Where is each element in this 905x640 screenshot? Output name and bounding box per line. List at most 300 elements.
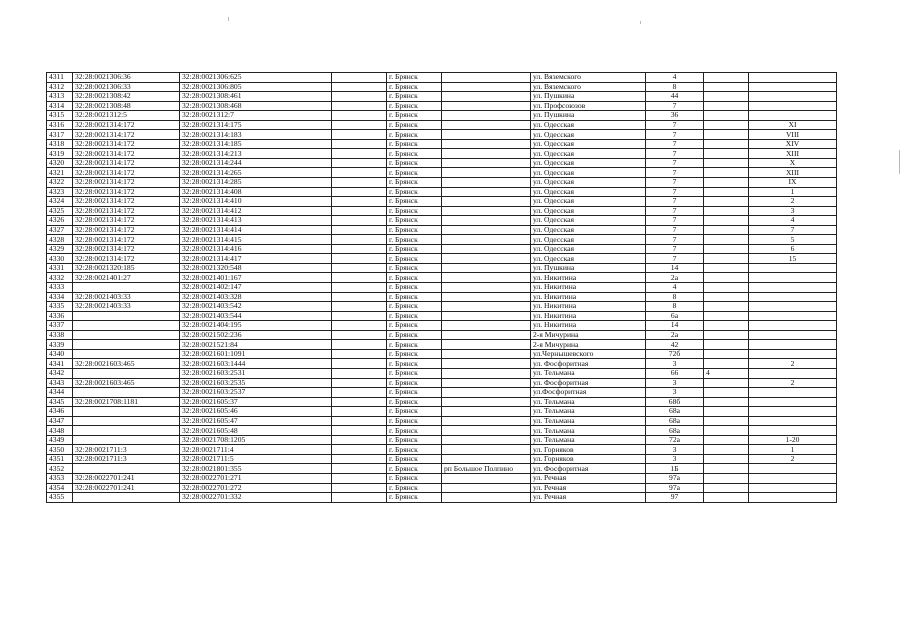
flat-number-cell — [749, 483, 837, 493]
table-row — [47, 368, 837, 378]
city-cell: г. Брянск — [387, 416, 442, 426]
table-row — [47, 73, 837, 83]
extra-cell — [704, 73, 749, 83]
blank-cell — [332, 464, 387, 474]
parcel-cadastral-number: 32:28:0021314:172 — [73, 149, 180, 159]
street-cell: ул. Фосфоритная — [531, 464, 646, 474]
row-number: 4323 — [47, 187, 73, 197]
table-row — [47, 340, 837, 350]
street-cell: ул. Тельмана — [531, 407, 646, 417]
street-cell: ул. Горняков — [531, 445, 646, 455]
parcel-cadastral-number: 32:28:0022701:241 — [73, 473, 180, 483]
city-cell: г. Брянск — [387, 349, 442, 359]
row-number: 4343 — [47, 378, 73, 388]
settlement-cell — [442, 340, 531, 350]
blank-cell — [332, 445, 387, 455]
city-cell: г. Брянск — [387, 168, 442, 178]
row-number: 4346 — [47, 407, 73, 417]
parcel-cadastral-number: 32:28:0021320:185 — [73, 263, 180, 273]
row-number: 4327 — [47, 225, 73, 235]
blank-cell — [332, 426, 387, 436]
extra-cell — [704, 397, 749, 407]
parcel-cadastral-number — [73, 330, 180, 340]
flat-number-cell — [749, 493, 837, 503]
extra-cell — [704, 92, 749, 102]
row-number: 4350 — [47, 445, 73, 455]
object-cadastral-number: 32:28:0021403:542 — [180, 302, 332, 312]
flat-number-cell: VIII — [749, 130, 837, 140]
flat-number-cell: 1 — [749, 187, 837, 197]
row-number: 4336 — [47, 311, 73, 321]
city-cell: г. Брянск — [387, 197, 442, 207]
house-number-cell: 7 — [646, 178, 704, 188]
house-number-cell: 8 — [646, 292, 704, 302]
flat-number-cell — [749, 407, 837, 417]
blank-cell — [332, 435, 387, 445]
parcel-cadastral-number: 32:28:0021403:33 — [73, 302, 180, 312]
city-cell: г. Брянск — [387, 483, 442, 493]
blank-cell — [332, 473, 387, 483]
street-cell: ул. Никитина — [531, 273, 646, 283]
object-cadastral-number: 32:28:0021314:213 — [180, 149, 332, 159]
city-cell: г. Брянск — [387, 388, 442, 398]
table-row — [47, 426, 837, 436]
flat-number-cell — [749, 464, 837, 474]
blank-cell — [332, 340, 387, 350]
object-cadastral-number: 32:28:0022701:271 — [180, 473, 332, 483]
flat-number-cell — [749, 416, 837, 426]
table-row — [47, 111, 837, 121]
settlement-cell — [442, 254, 531, 264]
blank-cell — [332, 416, 387, 426]
table-row — [47, 473, 837, 483]
extra-cell — [704, 139, 749, 149]
row-number: 4331 — [47, 263, 73, 273]
street-cell: ул. Одесская — [531, 158, 646, 168]
parcel-cadastral-number — [73, 311, 180, 321]
house-number-cell: 72а — [646, 435, 704, 445]
street-cell: ул. Одесская — [531, 254, 646, 264]
table-row — [47, 483, 837, 493]
row-number: 4316 — [47, 120, 73, 130]
object-cadastral-number: 32:28:0021314:416 — [180, 244, 332, 254]
row-number: 4334 — [47, 292, 73, 302]
parcel-cadastral-number: 32:28:0021314:172 — [73, 216, 180, 226]
city-cell: г. Брянск — [387, 378, 442, 388]
parcel-cadastral-number: 32:28:0021308:48 — [73, 101, 180, 111]
city-cell: г. Брянск — [387, 263, 442, 273]
settlement-cell — [442, 407, 531, 417]
table-row — [47, 254, 837, 264]
blank-cell — [332, 139, 387, 149]
blank-cell — [332, 235, 387, 245]
parcel-cadastral-number: 32:28:0021711:3 — [73, 454, 180, 464]
object-cadastral-number: 32:28:0021308:461 — [180, 92, 332, 102]
flat-number-cell: XIII — [749, 149, 837, 159]
flat-number-cell — [749, 273, 837, 283]
row-number: 4317 — [47, 130, 73, 140]
object-cadastral-number: 32:28:0021306:805 — [180, 82, 332, 92]
row-number: 4351 — [47, 454, 73, 464]
parcel-cadastral-number: 32:28:0021314:172 — [73, 139, 180, 149]
city-cell: г. Брянск — [387, 82, 442, 92]
flat-number-cell: X — [749, 158, 837, 168]
house-number-cell: 66 — [646, 368, 704, 378]
table-row — [47, 244, 837, 254]
table-row — [47, 197, 837, 207]
row-number: 4318 — [47, 139, 73, 149]
street-cell: ул. Пушкина — [531, 111, 646, 121]
city-cell: г. Брянск — [387, 368, 442, 378]
blank-cell — [332, 73, 387, 83]
settlement-cell — [442, 359, 531, 369]
settlement-cell — [442, 311, 531, 321]
object-cadastral-number: 32:28:0021601:1091 — [180, 349, 332, 359]
street-cell: ул. Одесская — [531, 225, 646, 235]
house-number-cell: 7 — [646, 216, 704, 226]
blank-cell — [332, 273, 387, 283]
city-cell: г. Брянск — [387, 73, 442, 83]
flat-number-cell — [749, 283, 837, 293]
settlement-cell — [442, 168, 531, 178]
object-cadastral-number: 32:28:0021312:7 — [180, 111, 332, 121]
row-number: 4325 — [47, 206, 73, 216]
city-cell: г. Брянск — [387, 283, 442, 293]
flat-number-cell: IX — [749, 178, 837, 188]
blank-cell — [332, 206, 387, 216]
extra-cell — [704, 473, 749, 483]
table-row — [47, 302, 837, 312]
extra-cell — [704, 493, 749, 503]
table-row — [47, 292, 837, 302]
street-cell: ул. Профсоюзов — [531, 101, 646, 111]
flat-number-cell: 4 — [749, 216, 837, 226]
street-cell: ул. Одесская — [531, 187, 646, 197]
street-cell: ул. Никитина — [531, 283, 646, 293]
table-row — [47, 92, 837, 102]
settlement-cell — [442, 397, 531, 407]
extra-cell — [704, 254, 749, 264]
street-cell: ул. Речная — [531, 473, 646, 483]
street-cell: ул. Одесская — [531, 244, 646, 254]
street-cell: ул. Одесская — [531, 235, 646, 245]
settlement-cell — [442, 73, 531, 83]
street-cell: ул. Никитина — [531, 321, 646, 331]
parcel-cadastral-number — [73, 407, 180, 417]
house-number-cell: 7 — [646, 254, 704, 264]
street-cell: ул. Пушкина — [531, 263, 646, 273]
settlement-cell — [442, 388, 531, 398]
object-cadastral-number: 32:28:0021603:1444 — [180, 359, 332, 369]
extra-cell — [704, 273, 749, 283]
house-number-cell: 42 — [646, 340, 704, 350]
object-cadastral-number: 32:28:0021314:414 — [180, 225, 332, 235]
row-number: 4312 — [47, 82, 73, 92]
house-number-cell: 3 — [646, 388, 704, 398]
extra-cell — [704, 388, 749, 398]
flat-number-cell — [749, 311, 837, 321]
settlement-cell — [442, 235, 531, 245]
extra-cell — [704, 311, 749, 321]
street-cell: ул. Никитина — [531, 302, 646, 312]
house-number-cell: 7 — [646, 187, 704, 197]
object-cadastral-number: 32:28:0021605:48 — [180, 426, 332, 436]
object-cadastral-number: 32:28:0021314:415 — [180, 235, 332, 245]
settlement-cell — [442, 435, 531, 445]
city-cell: г. Брянск — [387, 101, 442, 111]
row-number: 4319 — [47, 149, 73, 159]
row-number: 4320 — [47, 158, 73, 168]
flat-number-cell — [749, 73, 837, 83]
blank-cell — [332, 101, 387, 111]
city-cell: г. Брянск — [387, 292, 442, 302]
extra-cell — [704, 149, 749, 159]
row-number: 4326 — [47, 216, 73, 226]
parcel-cadastral-number: 32:28:0021314:172 — [73, 130, 180, 140]
street-cell: ул. Пушкина — [531, 92, 646, 102]
row-number: 4353 — [47, 473, 73, 483]
extra-cell — [704, 330, 749, 340]
city-cell: г. Брянск — [387, 340, 442, 350]
street-cell: ул. Фосфоритная — [531, 378, 646, 388]
house-number-cell: 7 — [646, 168, 704, 178]
flat-number-cell: 2 — [749, 378, 837, 388]
house-number-cell: 7 — [646, 244, 704, 254]
street-cell: ул. Горняков — [531, 454, 646, 464]
table-row — [47, 330, 837, 340]
parcel-cadastral-number: 32:28:0021401:27 — [73, 273, 180, 283]
row-number: 4338 — [47, 330, 73, 340]
extra-cell — [704, 378, 749, 388]
object-cadastral-number: 32:28:0021605:46 — [180, 407, 332, 417]
row-number: 4335 — [47, 302, 73, 312]
house-number-cell: 2а — [646, 273, 704, 283]
settlement-cell — [442, 445, 531, 455]
table-row — [47, 149, 837, 159]
settlement-cell — [442, 349, 531, 359]
row-number: 4342 — [47, 368, 73, 378]
table-row — [47, 464, 837, 474]
street-cell: ул. Тельмана — [531, 426, 646, 436]
blank-cell — [332, 359, 387, 369]
parcel-cadastral-number: 32:28:0021306:33 — [73, 82, 180, 92]
house-number-cell: 7 — [646, 197, 704, 207]
city-cell: г. Брянск — [387, 464, 442, 474]
settlement-cell — [442, 302, 531, 312]
object-cadastral-number: 32:28:0021711:5 — [180, 454, 332, 464]
extra-cell — [704, 244, 749, 254]
row-number: 4330 — [47, 254, 73, 264]
parcel-cadastral-number: 32:28:0021314:172 — [73, 225, 180, 235]
extra-cell — [704, 283, 749, 293]
blank-cell — [332, 311, 387, 321]
settlement-cell — [442, 283, 531, 293]
parcel-cadastral-number — [73, 283, 180, 293]
table-row — [47, 168, 837, 178]
row-number: 4314 — [47, 101, 73, 111]
house-number-cell: 7 — [646, 149, 704, 159]
flat-number-cell: 7 — [749, 225, 837, 235]
object-cadastral-number: 32:28:0021801:355 — [180, 464, 332, 474]
city-cell: г. Брянск — [387, 139, 442, 149]
settlement-cell — [442, 206, 531, 216]
house-number-cell: 68а — [646, 407, 704, 417]
scan-artifact-top — [228, 17, 229, 21]
house-number-cell: 72б — [646, 349, 704, 359]
settlement-cell — [442, 149, 531, 159]
settlement-cell — [442, 158, 531, 168]
extra-cell — [704, 120, 749, 130]
city-cell: г. Брянск — [387, 120, 442, 130]
settlement-cell — [442, 426, 531, 436]
object-cadastral-number: 32:28:0021603:2531 — [180, 368, 332, 378]
parcel-cadastral-number: 32:28:0021314:172 — [73, 235, 180, 245]
parcel-cadastral-number: 32:28:0021314:172 — [73, 158, 180, 168]
table-row — [47, 82, 837, 92]
house-number-cell: 8 — [646, 82, 704, 92]
extra-cell — [704, 445, 749, 455]
flat-number-cell: XIV — [749, 139, 837, 149]
row-number: 4321 — [47, 168, 73, 178]
object-cadastral-number: 32:28:0021320:548 — [180, 263, 332, 273]
blank-cell — [332, 149, 387, 159]
flat-number-cell: 2 — [749, 454, 837, 464]
city-cell: г. Брянск — [387, 407, 442, 417]
city-cell: г. Брянск — [387, 158, 442, 168]
house-number-cell: 3 — [646, 454, 704, 464]
settlement-cell — [442, 321, 531, 331]
table-row — [47, 397, 837, 407]
parcel-cadastral-number — [73, 349, 180, 359]
house-number-cell: 7 — [646, 101, 704, 111]
house-number-cell: 7 — [646, 225, 704, 235]
row-number: 4311 — [47, 73, 73, 83]
extra-cell — [704, 111, 749, 121]
row-number: 4313 — [47, 92, 73, 102]
row-number: 4352 — [47, 464, 73, 474]
object-cadastral-number: 32:28:0021708:1205 — [180, 435, 332, 445]
parcel-cadastral-number: 32:28:0021314:172 — [73, 168, 180, 178]
row-number: 4355 — [47, 493, 73, 503]
object-cadastral-number: 32:28:0021314:413 — [180, 216, 332, 226]
city-cell: г. Брянск — [387, 216, 442, 226]
table-row — [47, 378, 837, 388]
settlement-cell — [442, 82, 531, 92]
row-number: 4345 — [47, 397, 73, 407]
street-cell: ул. Вяземского — [531, 73, 646, 83]
street-cell: ул. Фосфоритная — [531, 359, 646, 369]
extra-cell — [704, 168, 749, 178]
parcel-cadastral-number — [73, 321, 180, 331]
blank-cell — [332, 349, 387, 359]
object-cadastral-number: 32:28:0021401:167 — [180, 273, 332, 283]
blank-cell — [332, 120, 387, 130]
house-number-cell: 4 — [646, 73, 704, 83]
flat-number-cell: 2 — [749, 359, 837, 369]
table-row — [47, 493, 837, 503]
blank-cell — [332, 330, 387, 340]
street-cell: ул. Вяземского — [531, 82, 646, 92]
object-cadastral-number: 32:28:0021306:625 — [180, 73, 332, 83]
street-cell: 2-я Мичурина — [531, 330, 646, 340]
flat-number-cell — [749, 92, 837, 102]
registry-body — [47, 73, 837, 503]
house-number-cell: 7 — [646, 120, 704, 130]
house-number-cell: 7 — [646, 158, 704, 168]
object-cadastral-number: 32:28:0021403:544 — [180, 311, 332, 321]
parcel-cadastral-number: 32:28:0021312:5 — [73, 111, 180, 121]
extra-cell — [704, 407, 749, 417]
flat-number-cell — [749, 111, 837, 121]
table-row — [47, 311, 837, 321]
extra-cell — [704, 158, 749, 168]
house-number-cell: 7 — [646, 139, 704, 149]
house-number-cell: 7 — [646, 206, 704, 216]
house-number-cell: 3 — [646, 378, 704, 388]
extra-cell — [704, 292, 749, 302]
row-number: 4322 — [47, 178, 73, 188]
row-number: 4340 — [47, 349, 73, 359]
object-cadastral-number: 32:28:0021314:412 — [180, 206, 332, 216]
row-number: 4354 — [47, 483, 73, 493]
settlement-cell — [442, 473, 531, 483]
flat-number-cell — [749, 388, 837, 398]
object-cadastral-number: 32:28:0021314:244 — [180, 158, 332, 168]
extra-cell — [704, 454, 749, 464]
house-number-cell: 44 — [646, 92, 704, 102]
object-cadastral-number: 32:28:0021314:183 — [180, 130, 332, 140]
parcel-cadastral-number: 32:28:0021314:172 — [73, 187, 180, 197]
object-cadastral-number: 32:28:0021605:37 — [180, 397, 332, 407]
street-cell: ул. Тельмана — [531, 368, 646, 378]
extra-cell — [704, 302, 749, 312]
object-cadastral-number: 32:28:0021314:285 — [180, 178, 332, 188]
table-row — [47, 187, 837, 197]
city-cell: г. Брянск — [387, 178, 442, 188]
blank-cell — [332, 168, 387, 178]
city-cell: г. Брянск — [387, 130, 442, 140]
parcel-cadastral-number: 32:28:0021306:36 — [73, 73, 180, 83]
object-cadastral-number: 32:28:0021314:175 — [180, 120, 332, 130]
parcel-cadastral-number: 32:28:0021308:42 — [73, 92, 180, 102]
flat-number-cell — [749, 302, 837, 312]
object-cadastral-number: 32:28:0022701:332 — [180, 493, 332, 503]
extra-cell — [704, 82, 749, 92]
scan-artifact-top-right — [640, 21, 641, 24]
row-number: 4347 — [47, 416, 73, 426]
city-cell: г. Брянск — [387, 493, 442, 503]
city-cell: г. Брянск — [387, 321, 442, 331]
city-cell: г. Брянск — [387, 92, 442, 102]
parcel-cadastral-number: 32:28:0021603:465 — [73, 359, 180, 369]
settlement-cell — [442, 263, 531, 273]
table-row — [47, 101, 837, 111]
city-cell: г. Брянск — [387, 225, 442, 235]
settlement-cell — [442, 120, 531, 130]
blank-cell — [332, 321, 387, 331]
street-cell: 2-я Мичурина — [531, 340, 646, 350]
house-number-cell: 97а — [646, 473, 704, 483]
flat-number-cell — [749, 426, 837, 436]
settlement-cell — [442, 368, 531, 378]
settlement-cell — [442, 92, 531, 102]
settlement-cell — [442, 197, 531, 207]
table-row — [47, 158, 837, 168]
city-cell: г. Брянск — [387, 445, 442, 455]
object-cadastral-number: 32:28:0021502:236 — [180, 330, 332, 340]
parcel-cadastral-number — [73, 340, 180, 350]
settlement-cell — [442, 493, 531, 503]
